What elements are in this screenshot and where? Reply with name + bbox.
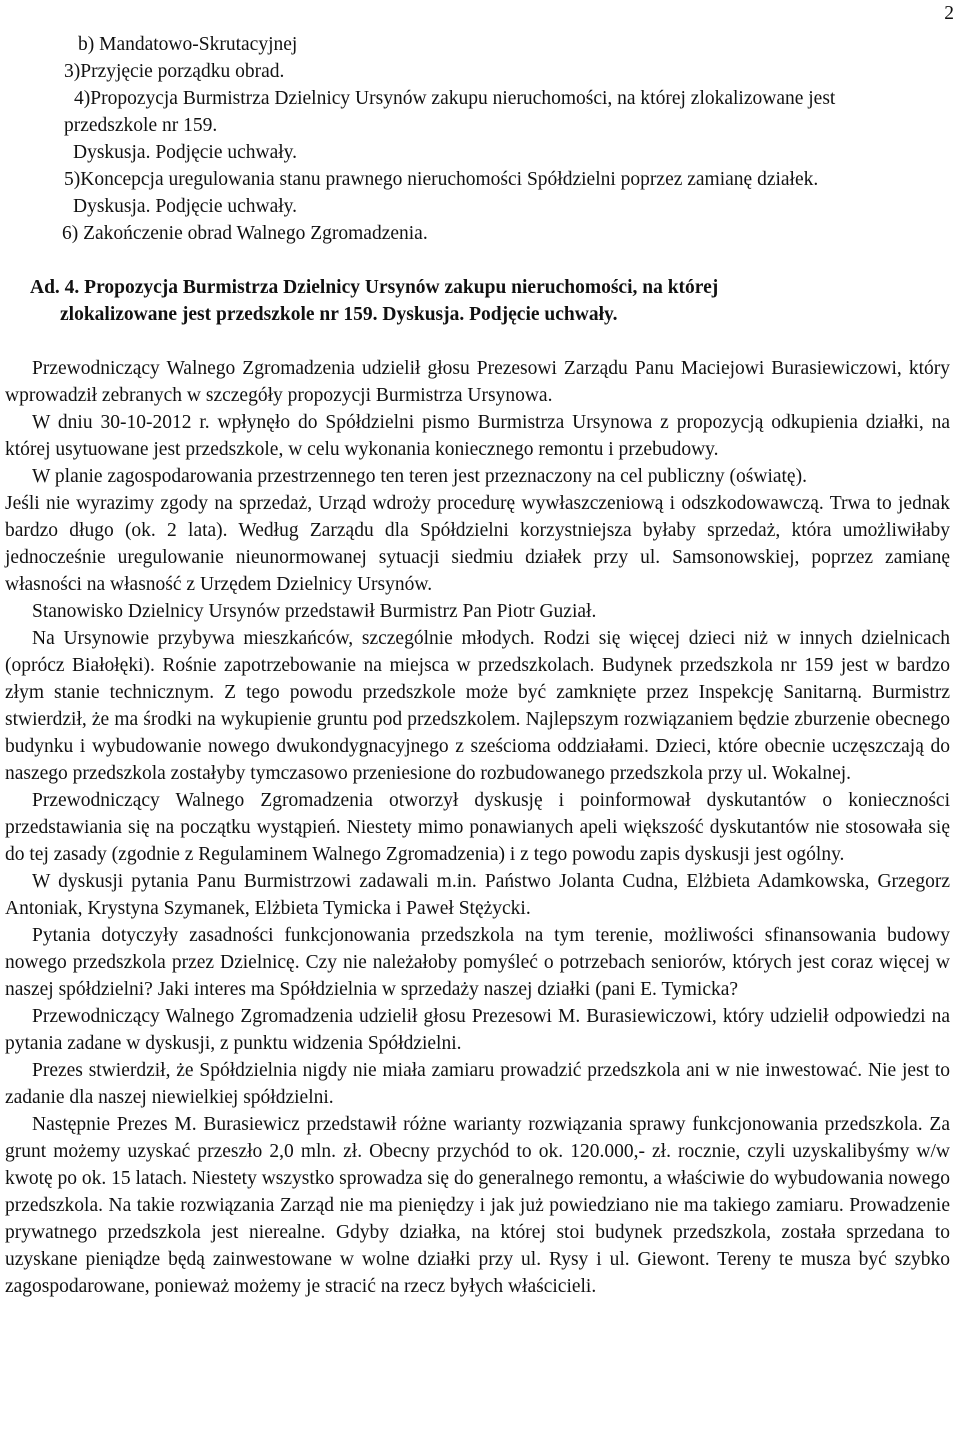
agenda-line: b) Mandatowo-Skrutacyjnej [78, 34, 298, 55]
paragraph: Prezes stwierdził, że Spółdzielnia nigdy nie miała zamiaru prowadzić przedszkola ani w nie inwestować. Nie jest to zadanie dla naszej niewielkiej spółdzielni. [5, 1060, 950, 1108]
agenda-line: 6) Zakończenie obrad Walnego Zgromadzenia. [62, 223, 428, 244]
agenda-line: 5)Koncepcja uregulowania stanu prawnego nieruchomości Spółdzielni poprzez zamianę działek. [64, 169, 819, 190]
paragraph: Stanowisko Dzielnicy Ursynów przedstawił Burmistrz Pan Piotr Guział. [32, 601, 597, 622]
paragraph: W dniu 30-10-2012 r. wpłynęło do Spółdzielni pismo Burmistrza Ursynowa z propozycją odkupienia działki, na której usytuowane jest przedszkole, w celu wykonania koniecznego remontu i przebudowy. [5, 412, 950, 460]
paragraph: Przewodniczący Walnego Zgromadzenia udzielił głosu Prezesowi M. Burasiewiczowi, który udzielił odpowiedzi na pytania zadane w dyskusji, z punktu widzenia Spółdzielni. [5, 1006, 950, 1054]
agenda-line: 4)Propozycja Burmistrza Dzielnicy Ursynów zakupu nieruchomości, na której zlokalizowane jest [74, 88, 836, 109]
section-heading-line: zlokalizowane jest przedszkole nr 159. Dyskusja. Podjęcie uchwały. [60, 304, 618, 325]
paragraph: Jeśli nie wyrazimy zgody na sprzedaż, Urząd wdroży procedurę wywłaszczeniową i odszkodowawczą. Trwa to jednak bardzo długo (ok. 2 lata). Według Zarządu dla Spółdzielni korzystniejsza byłaby sprzedaż, która umożliwiłaby jednocześnie uregulowanie nieunormowanej sytuacji siedmiu działek przy ul. Samsonowskiej, poprzez zamianę własności na własność z Urzędem Dzielnicy Ursynów. [5, 493, 950, 595]
paragraph: Na Ursynowie przybywa mieszkańców, szczególnie młodych. Rodzi się więcej dzieci niż w innych dzielnicach (oprócz Białołęki). Rośnie zapotrzebowanie na miejsca w przedszkolach. Budynek przedszkola nr 159 jest w bardzo złym stanie technicznym. Z tego powodu przedszkole może być zamknięte przez Inspekcję Sanitarną. Burmistrz stwierdził, że ma środki na wykupienie gruntu pod przedszkolem. Najlepszym rozwiązaniem będzie zburzenie obecnego budynku i wybudowanie nowego dwukondygnacyjnego z sześcioma oddziałami. Dzieci, które obecnie uczęszczają do naszego przedszkola zostałyby tymczasowo przeniesione do rozbudowanego przedszkola przy ul. Wokalnej. [5, 628, 950, 784]
agenda-line: 3)Przyjęcie porządku obrad. [64, 61, 285, 82]
section-heading [30, 274, 930, 328]
paragraph: Przewodniczący Walnego Zgromadzenia otworzył dyskusję i poinformował dyskutantów o konieczności przedstawiania się na początku wystąpień. Niestety mimo ponawianych apeli większość dyskutantów nie stosowała się do tej zasady (zgodnie z Regulaminem Walnego Zgromadzenia) i z tego powodu zapis dyskusji jest ogólny. [5, 790, 950, 865]
section-heading-line: Ad. 4. Propozycja Burmistrza Dzielnicy Ursynów zakupu nieruchomości, na której [30, 277, 719, 298]
paragraph: Pytania dotyczyły zasadności funkcjonowania przedszkola na tym terenie, możliwości sfinansowania budowy nowego przedszkola przez Dzielnicę. Czy nie należałoby pomyśleć o potrzebach seniorów, których jest coraz więcej w naszej spółdzielni? Jaki interes ma Spółdzielnia w sprzedaży naszej działki (pani E. Tymicka? [5, 925, 950, 1000]
paragraph: W dyskusji pytania Panu Burmistrzowi zadawali m.in. Państwo Jolanta Cudna, Elżbieta Adamkowska, Grzegorz Antoniak, Krystyna Szymanek, Elżbieta Tymicka i Paweł Stężycki. [5, 871, 950, 919]
section-body [5, 355, 950, 1300]
page-number: 2 [944, 3, 954, 24]
agenda-line: Dyskusja. Podjęcie uchwały. [73, 142, 298, 163]
agenda-list [0, 31, 950, 247]
agenda-line: przedszkole nr 159. [64, 115, 218, 136]
paragraph: Przewodniczący Walnego Zgromadzenia udzielił głosu Prezesowi Zarządu Panu Maciejowi Burasiewiczowi, który wprowadził zebranych w szczegóły propozycji Burmistrza Ursynowa. [5, 358, 950, 406]
paragraph: Następnie Prezes M. Burasiewicz przedstawił różne warianty rozwiązania sprawy funkcjonowania przedszkola. Za grunt możemy uzyskać przeszło 2,0 mln. zł. Obecny przychód to ok. 120.000,- zł. rocznie, czyli uzyskalibyśmy w/w kwotę po ok. 15 latach. Niestety wszystko sprowadza się do generalnego remontu, a właściwie do wybudowania nowego przedszkola. Na takie rozwiązania Zarząd nie ma pieniędzy i jak już powiedziano nie ma takiego zamiaru. Prowadzenie prywatnego przedszkola jest nierealne. Gdyby działka, na której stoi budynek przedszkola, została sprzedana to uzyskane pieniądze będą zainwestowane w wolne działki przy ul. Rysy i ul. Giewont. Tereny te musza być szybko zagospodarowane, ponieważ możemy je stracić na rzecz byłych właścicieli. [5, 1114, 950, 1297]
agenda-line: Dyskusja. Podjęcie uchwały. [73, 196, 298, 217]
paragraph: W planie zagospodarowania przestrzennego ten teren jest przeznaczony na cel publiczny (oświatę). [32, 466, 807, 487]
